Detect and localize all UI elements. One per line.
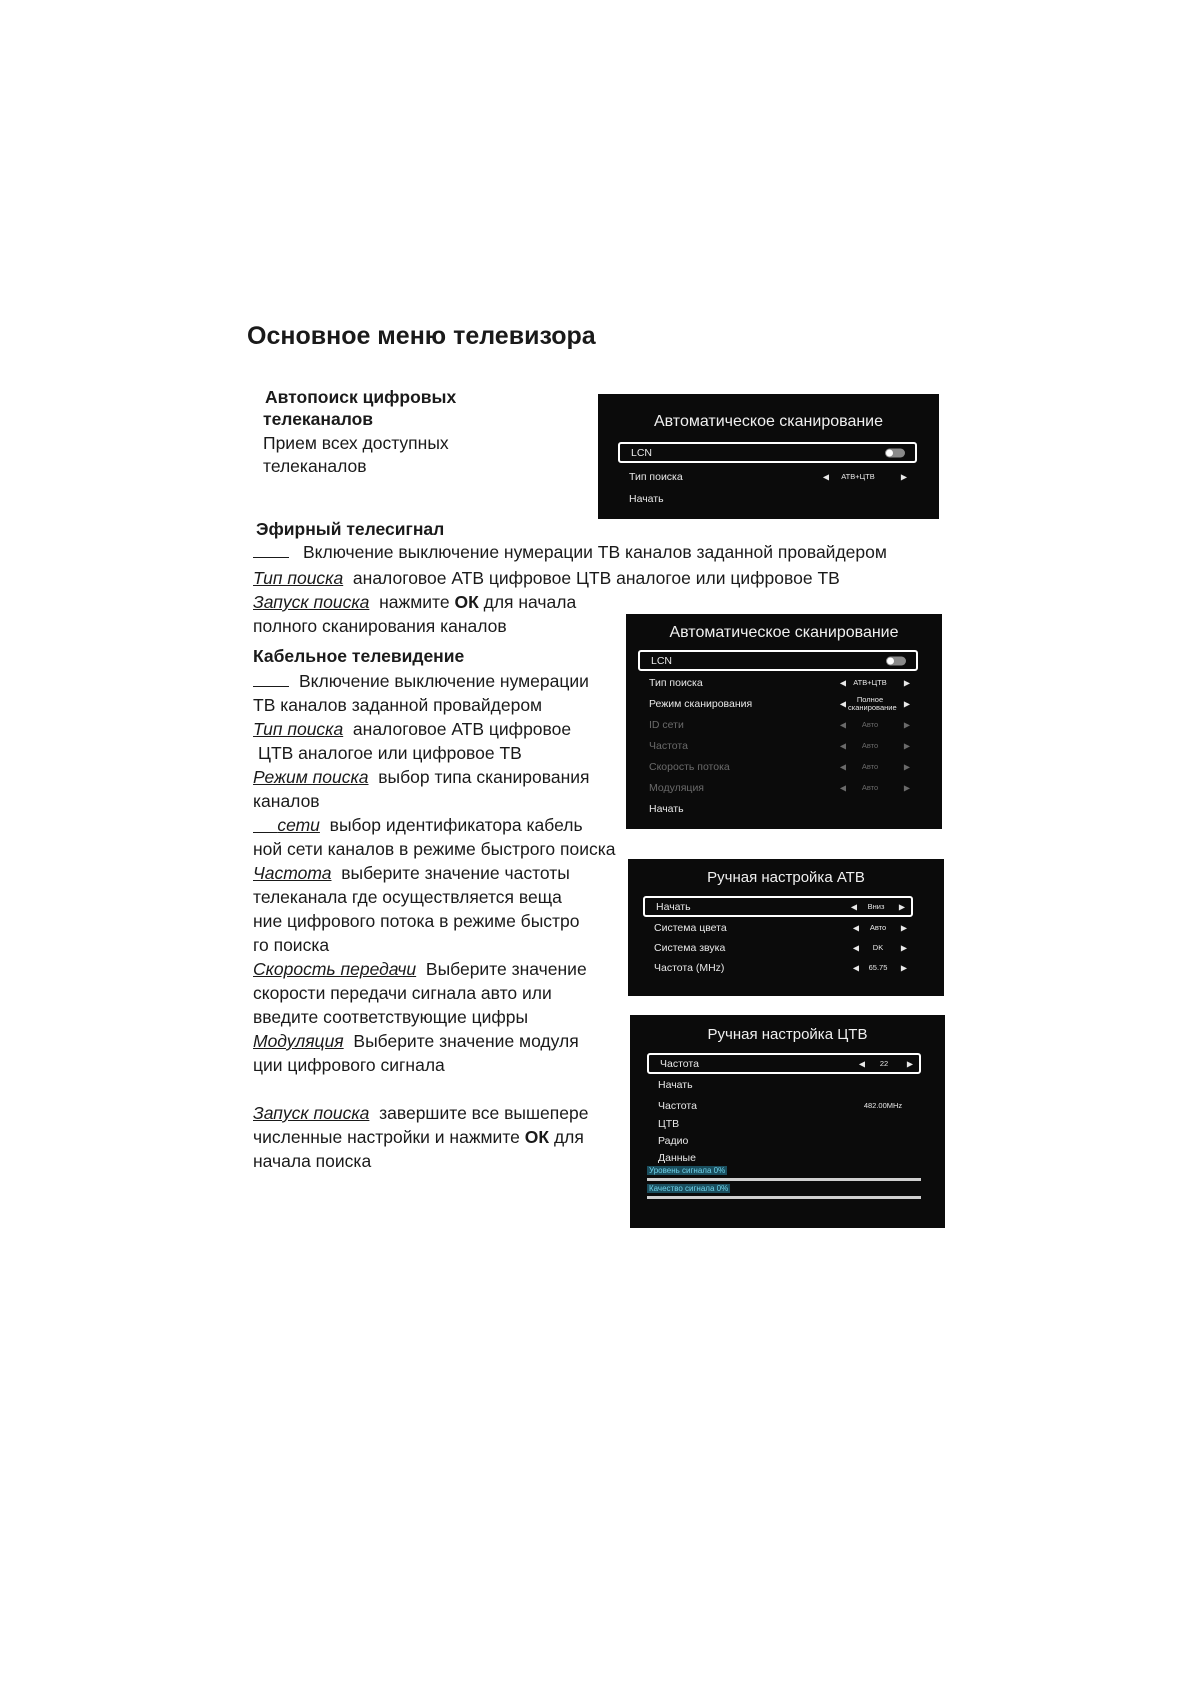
rate-value: Авто bbox=[861, 761, 879, 771]
freq-label: Частота bbox=[660, 1057, 699, 1070]
net-id-label: ID сети bbox=[649, 718, 684, 731]
color-system-value: Авто bbox=[869, 922, 887, 932]
cable-launch-line3: начала поиска bbox=[253, 1151, 372, 1171]
arrow-left-icon[interactable]: ◀ bbox=[852, 943, 859, 952]
arrow-right-icon[interactable]: ▶ bbox=[900, 943, 907, 952]
cable-net-line1 bbox=[253, 814, 583, 836]
cable-freq-label: Частота bbox=[253, 863, 332, 883]
cable-mode-text: выбор типа сканирования bbox=[378, 767, 590, 787]
signal-level-label: Уровень сигнала 0% bbox=[649, 1166, 726, 1175]
freq-label: Частота bbox=[649, 739, 688, 752]
cable-mod-text: Выберите значение модуля bbox=[353, 1031, 579, 1051]
air-lcn-text: Включение выключение нумерации ТВ каналов заданной провайдером bbox=[303, 542, 887, 562]
freq-label: Частота (MHz) bbox=[654, 961, 725, 974]
cable-freq-line3: ние цифрового потока в режиме быстро bbox=[253, 911, 580, 931]
air-lcn-line bbox=[253, 541, 887, 563]
sound-system-row[interactable] bbox=[643, 937, 913, 958]
start-row[interactable] bbox=[643, 896, 913, 917]
freq-value: 65.75 bbox=[868, 962, 888, 972]
arrow-left-icon[interactable]: ◀ bbox=[858, 1059, 865, 1068]
cable-launch-line1 bbox=[253, 1102, 588, 1124]
arrow-right-icon[interactable]: ▶ bbox=[900, 963, 907, 972]
search-type-label: Тип поиска bbox=[649, 676, 703, 689]
cable-launch-text-a: численные настройки и нажмите bbox=[253, 1127, 520, 1147]
arrow-right-icon[interactable]: ▶ bbox=[903, 783, 910, 792]
search-type-value: АТВ+ЦТВ bbox=[853, 677, 887, 687]
intro-desc-line1: Прием всех доступных bbox=[263, 433, 449, 453]
cable-freq-text: выберите значение частоты bbox=[341, 863, 570, 883]
cable-mode-line1 bbox=[253, 766, 590, 788]
arrow-right-icon[interactable]: ▶ bbox=[903, 699, 910, 708]
signal-level-bar bbox=[647, 1178, 921, 1181]
arrow-right-icon[interactable]: ▶ bbox=[900, 923, 907, 932]
data-label: Данные bbox=[658, 1151, 696, 1164]
cable-mod-label: Модуляция bbox=[253, 1031, 344, 1051]
cable-lcn-text: Включение выключение нумерации bbox=[299, 671, 589, 691]
signal-quality-label: Качество сигнала 0% bbox=[649, 1184, 729, 1193]
arrow-left-icon[interactable]: ◀ bbox=[852, 963, 859, 972]
cable-mod-line2: ции цифрового сигнала bbox=[253, 1055, 445, 1075]
manual-atv-screen bbox=[628, 859, 944, 996]
cable-mode-line2: каналов bbox=[253, 791, 320, 811]
screen-title: Ручная настройка АТВ bbox=[707, 869, 865, 886]
screen-title: Ручная настройка ЦТВ bbox=[707, 1026, 868, 1043]
auto-scan-screen-air bbox=[598, 394, 939, 519]
freq-row[interactable] bbox=[643, 957, 913, 978]
start-value: Вниз bbox=[867, 901, 885, 911]
cable-speed-label: Скорость передачи bbox=[253, 959, 417, 979]
cable-type-line1 bbox=[253, 718, 571, 740]
rate-row[interactable] bbox=[638, 756, 918, 777]
intro-desc-line2: телеканалов bbox=[263, 456, 367, 476]
cable-lcn-line1 bbox=[253, 670, 589, 692]
cable-launch-text-b: для bbox=[553, 1127, 584, 1147]
freq-value: Авто bbox=[861, 740, 879, 750]
start-label: Начать bbox=[629, 492, 664, 505]
arrow-left-icon[interactable]: ◀ bbox=[839, 741, 846, 750]
cable-type-line2: ЦТВ аналогое или цифровое ТВ bbox=[258, 743, 522, 763]
start-label: Начать bbox=[656, 900, 691, 913]
cable-speed-line2: скорости передачи сигнала авто или bbox=[253, 983, 552, 1003]
start-row[interactable] bbox=[647, 1074, 921, 1095]
air-start-line bbox=[253, 591, 576, 613]
start-row[interactable] bbox=[618, 488, 917, 509]
air-search-type-text: аналоговое АТВ цифровое ЦТВ аналогое или цифровое ТВ bbox=[352, 568, 840, 588]
color-system-label: Система цвета bbox=[654, 921, 727, 934]
arrow-left-icon[interactable]: ◀ bbox=[822, 472, 829, 481]
start-label: Начать bbox=[649, 802, 684, 815]
scan-mode-label: Режим сканирования bbox=[649, 697, 753, 710]
air-start-ok: ОК bbox=[454, 592, 479, 612]
cable-launch-text: завершите все вышепере bbox=[379, 1103, 589, 1123]
lcn-toggle[interactable] bbox=[886, 656, 906, 665]
lcn-label: LCN bbox=[651, 654, 673, 667]
arrow-right-icon[interactable]: ▶ bbox=[903, 720, 910, 729]
lcn-row[interactable] bbox=[618, 442, 917, 463]
air-search-type-label: Тип поиска bbox=[253, 568, 344, 588]
data-row bbox=[647, 1147, 921, 1168]
cable-type-text: аналоговое АТВ цифровое bbox=[352, 719, 572, 739]
air-start-line2: полного сканирования каналов bbox=[253, 616, 507, 636]
cable-speed-line3: введите соответствующие цифры bbox=[253, 1007, 529, 1027]
arrow-right-icon[interactable]: ▶ bbox=[906, 1059, 913, 1068]
arrow-left-icon[interactable]: ◀ bbox=[839, 720, 846, 729]
cable-net-label: сети bbox=[277, 815, 320, 835]
sound-system-label: Система звука bbox=[654, 941, 726, 954]
cable-mode-label: Режим поиска bbox=[253, 767, 369, 787]
search-type-row[interactable] bbox=[618, 466, 917, 487]
auto-scan-screen-cable bbox=[626, 614, 942, 829]
intro-title-line2: телеканалов bbox=[263, 409, 374, 429]
scan-mode-row[interactable] bbox=[638, 693, 918, 714]
color-system-row[interactable] bbox=[643, 917, 913, 938]
start-label: Начать bbox=[658, 1078, 693, 1091]
net-id-row[interactable] bbox=[638, 714, 918, 735]
rate-label: Скорость потока bbox=[649, 760, 730, 773]
freq-info-label: Частота bbox=[658, 1099, 697, 1112]
cable-launch-line2 bbox=[253, 1126, 584, 1148]
search-type-row[interactable] bbox=[638, 672, 918, 693]
cable-launch-ok: ОК bbox=[524, 1127, 550, 1147]
arrow-right-icon[interactable]: ▶ bbox=[903, 762, 910, 771]
arrow-left-icon[interactable]: ◀ bbox=[839, 762, 846, 771]
lcn-label: LCN bbox=[631, 446, 653, 459]
cable-net-line2: ной сети каналов в режиме быстрого поиска bbox=[253, 839, 616, 859]
signal-quality-bar bbox=[647, 1196, 921, 1199]
air-start-text-b: для начала bbox=[483, 592, 577, 612]
modulation-label: Модуляция bbox=[649, 781, 704, 794]
cable-freq-line2: телеканала где осуществляется веща bbox=[253, 887, 562, 907]
page-title: Основное меню телевизора bbox=[247, 322, 596, 350]
start-row[interactable] bbox=[638, 798, 918, 819]
cable-mod-line1 bbox=[253, 1030, 579, 1052]
air-search-type-line bbox=[253, 567, 840, 589]
freq-channel-row[interactable] bbox=[647, 1053, 921, 1074]
arrow-right-icon[interactable]: ▶ bbox=[898, 902, 905, 911]
cable-title: Кабельное телевидение bbox=[253, 646, 465, 666]
search-type-label: Тип поиска bbox=[629, 470, 683, 483]
arrow-left-icon[interactable]: ◀ bbox=[839, 699, 846, 708]
air-start-label: Запуск поиска bbox=[253, 592, 370, 612]
search-type-value: АТВ+ЦТВ bbox=[841, 471, 875, 481]
cable-type-label: Тип поиска bbox=[253, 719, 344, 739]
arrow-left-icon[interactable]: ◀ bbox=[850, 902, 857, 911]
cable-lcn-line2: ТВ каналов заданной провайдером bbox=[253, 695, 543, 715]
modulation-value: Авто bbox=[861, 782, 879, 792]
lcn-row[interactable] bbox=[638, 650, 918, 671]
scan-mode-value: Полное сканирование bbox=[848, 694, 897, 712]
cable-launch-label: Запуск поиска bbox=[253, 1103, 370, 1123]
lcn-toggle[interactable] bbox=[885, 448, 905, 457]
lcn-blank bbox=[253, 541, 289, 558]
cable-net-text: выбор идентификатора кабель bbox=[329, 815, 583, 835]
intro-title-line1: Автопоиск цифровых bbox=[265, 387, 457, 407]
air-title: Эфирный телесигнал bbox=[256, 519, 445, 539]
screen-title: Автоматическое сканирование bbox=[653, 413, 884, 430]
cable-freq-line4: го поиска bbox=[253, 935, 330, 955]
net-id-value: Авто bbox=[861, 719, 879, 729]
freq-row[interactable] bbox=[638, 735, 918, 756]
freq-value: 22 bbox=[879, 1058, 889, 1068]
arrow-left-icon[interactable]: ◀ bbox=[852, 923, 859, 932]
arrow-right-icon[interactable]: ▶ bbox=[903, 678, 910, 687]
radio-label: Радио bbox=[658, 1134, 689, 1147]
arrow-right-icon[interactable]: ▶ bbox=[900, 472, 907, 481]
cable-speed-text: Выберите значение bbox=[425, 959, 587, 979]
arrow-left-icon[interactable]: ◀ bbox=[839, 783, 846, 792]
sound-system-value: DK bbox=[872, 942, 884, 952]
freq-info-value: 482.00MHz bbox=[863, 1100, 903, 1110]
dtv-label: ЦТВ bbox=[658, 1117, 680, 1130]
lcn-blank bbox=[253, 670, 289, 687]
air-start-text-a: нажмите bbox=[379, 592, 450, 612]
manual-dtv-screen bbox=[630, 1015, 945, 1228]
arrow-right-icon[interactable]: ▶ bbox=[903, 741, 910, 750]
cable-speed-line1 bbox=[253, 958, 587, 980]
modulation-row[interactable] bbox=[638, 777, 918, 798]
cable-freq-line1 bbox=[253, 862, 570, 884]
arrow-left-icon[interactable]: ◀ bbox=[839, 678, 846, 687]
screen-title: Автоматическое сканирование bbox=[669, 624, 899, 641]
